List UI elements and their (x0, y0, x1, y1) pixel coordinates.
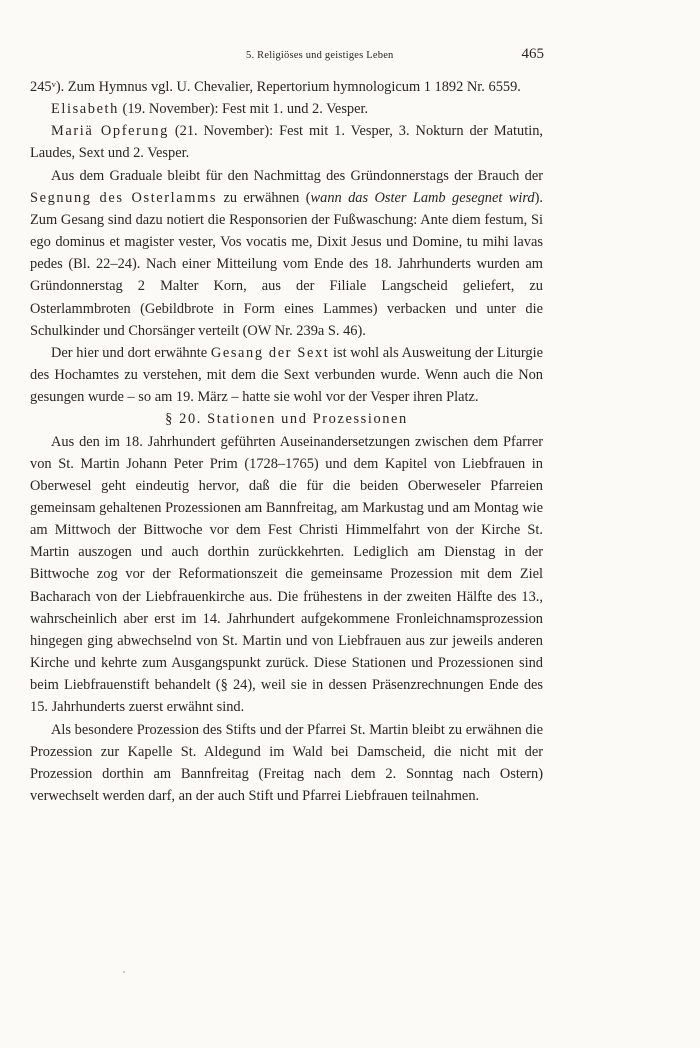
paragraph-graduale (30, 165, 543, 342)
section-heading: § 20. Stationen und Prozessionen (165, 411, 408, 428)
text-graduale-b: zu erwähnen ( (217, 189, 311, 206)
quote-italic: wann das Oster Lamb gesegnet wird (310, 189, 535, 206)
paragraph-sext (30, 342, 543, 408)
paragraph-mariae-opferung (30, 120, 543, 164)
text-mariae-opferung: (21. November): Fest mit 1. Vesper, 3. Nokturn der Matutin, Laudes, Sext und 2. Vesper. (30, 123, 543, 162)
term-segnung: Segnung des Osterlamms (30, 189, 218, 206)
paragraph-prozessionen: Aus den im 18. Jahrhundert geführten Auseinandersetzungen zwischen dem Pfarrer von St. Martin Johann Peter Prim (1728–1765) und dem Kapitel von Liebfrauen in Oberwesel geht eindeutig hervor, daß die für die beiden Oberweseler Pfarreien gemeinsam gehaltenen Prozessionen am Bannfreitag, am Markustag und am Montag wie am Mittwoch der Bittwoche vor dem Fest Christi Himmelfahrt von der Kirche St. Martin auszogen und auch dorthin zurückkehrten. Lediglich am Dienstag in der Bittwoche zog vor der Reformationszeit die gemeinsame Prozession mit dem Ziel Bacharach von der Liebfrauenkirche aus. Die frühestens in der zweiten Hälfte des 13., wahrscheinlich aber erst im 14. Jahrhundert aufgekommene Fronleichnamsprozession hingegen ging abwechselnd von St. Martin und von Liebfrauen aus zur jeweils anderen Kirche und kehrte zum Ausgangspunkt zurück. Diese Stationen und Prozessionen sind beim Liebfrauenstift behandelt (§ 24), weil sie in dessen Präsenzrechnungen Ende des 15. Jahrhunderts zuerst erwähnt sind. (30, 433, 543, 716)
text-sext-a: Der hier und dort erwähnte (51, 344, 211, 361)
term-mariae-opferung: Mariä Opferung (51, 123, 169, 140)
text-graduale-a: Aus dem Graduale bleibt für den Nachmittag des Gründonnerstags der Brauch der (51, 167, 543, 184)
term-elisabeth: Elisabeth (51, 101, 119, 118)
speck (123, 971, 125, 973)
page-number: 465 (521, 46, 544, 62)
text-graduale-c: ). Zum Gesang sind dazu notiert die Responsorien der Fußwaschung: Ante diem festum, Si ego dominus et magister vester, Vos vocatis me, Dixit Jesus und Domine, tu mihi lavas pedes (Bl. 22–24). Nach einer Mitteilung vom Ende des 18. Jahrhunderts wurden am Gründonnerstag 2 Malter Korn, aus der Filiale Langscheid geliefert, zu Osterlammbroten (Gebildbrote in Form eines Lammes) verbacken und unter die Schulkinder und Chorsänger verteilt (OW Nr. 239a S. 46). (30, 189, 543, 339)
paragraph-aldegund: Als besondere Prozession des Stifts und der Pfarrei St. Martin bleibt zu erwähnen die Prozession zur Kapelle St. Aldegund im Wald bei Damscheid, die nicht mit der Prozession dorthin am Bannfreitag (Freitag nach dem 2. Sonntag nach Ostern) verwechselt werden darf, an der auch Stift und Pfarrei Liebfrauen teilnahmen. (30, 721, 543, 804)
running-head-title: 5. Religiöses und geistiges Leben (246, 50, 394, 61)
text-sext-b: ist wohl als Ausweitung der Liturgie des Hochamtes zu verstehen, mit dem die Sext verbunden wurde. Wenn auch die Non gesungen wurde – so am 19. März – hatte sie wohl vor der Vesper ihren Platz. (30, 344, 544, 406)
body-text (30, 76, 543, 807)
term-gesang-der-sext: Gesang der Sext (210, 344, 330, 361)
running-head (28, 46, 544, 63)
paragraph-elisabeth (30, 98, 543, 120)
text-elisabeth: (19. November): Fest mit 1. und 2. Vesper. (118, 101, 369, 118)
paragraph-continuation: 245ᵛ). Zum Hymnus vgl. U. Chevalier, Repertorium hymnologicum 1 1892 Nr. 6559. (30, 79, 521, 95)
